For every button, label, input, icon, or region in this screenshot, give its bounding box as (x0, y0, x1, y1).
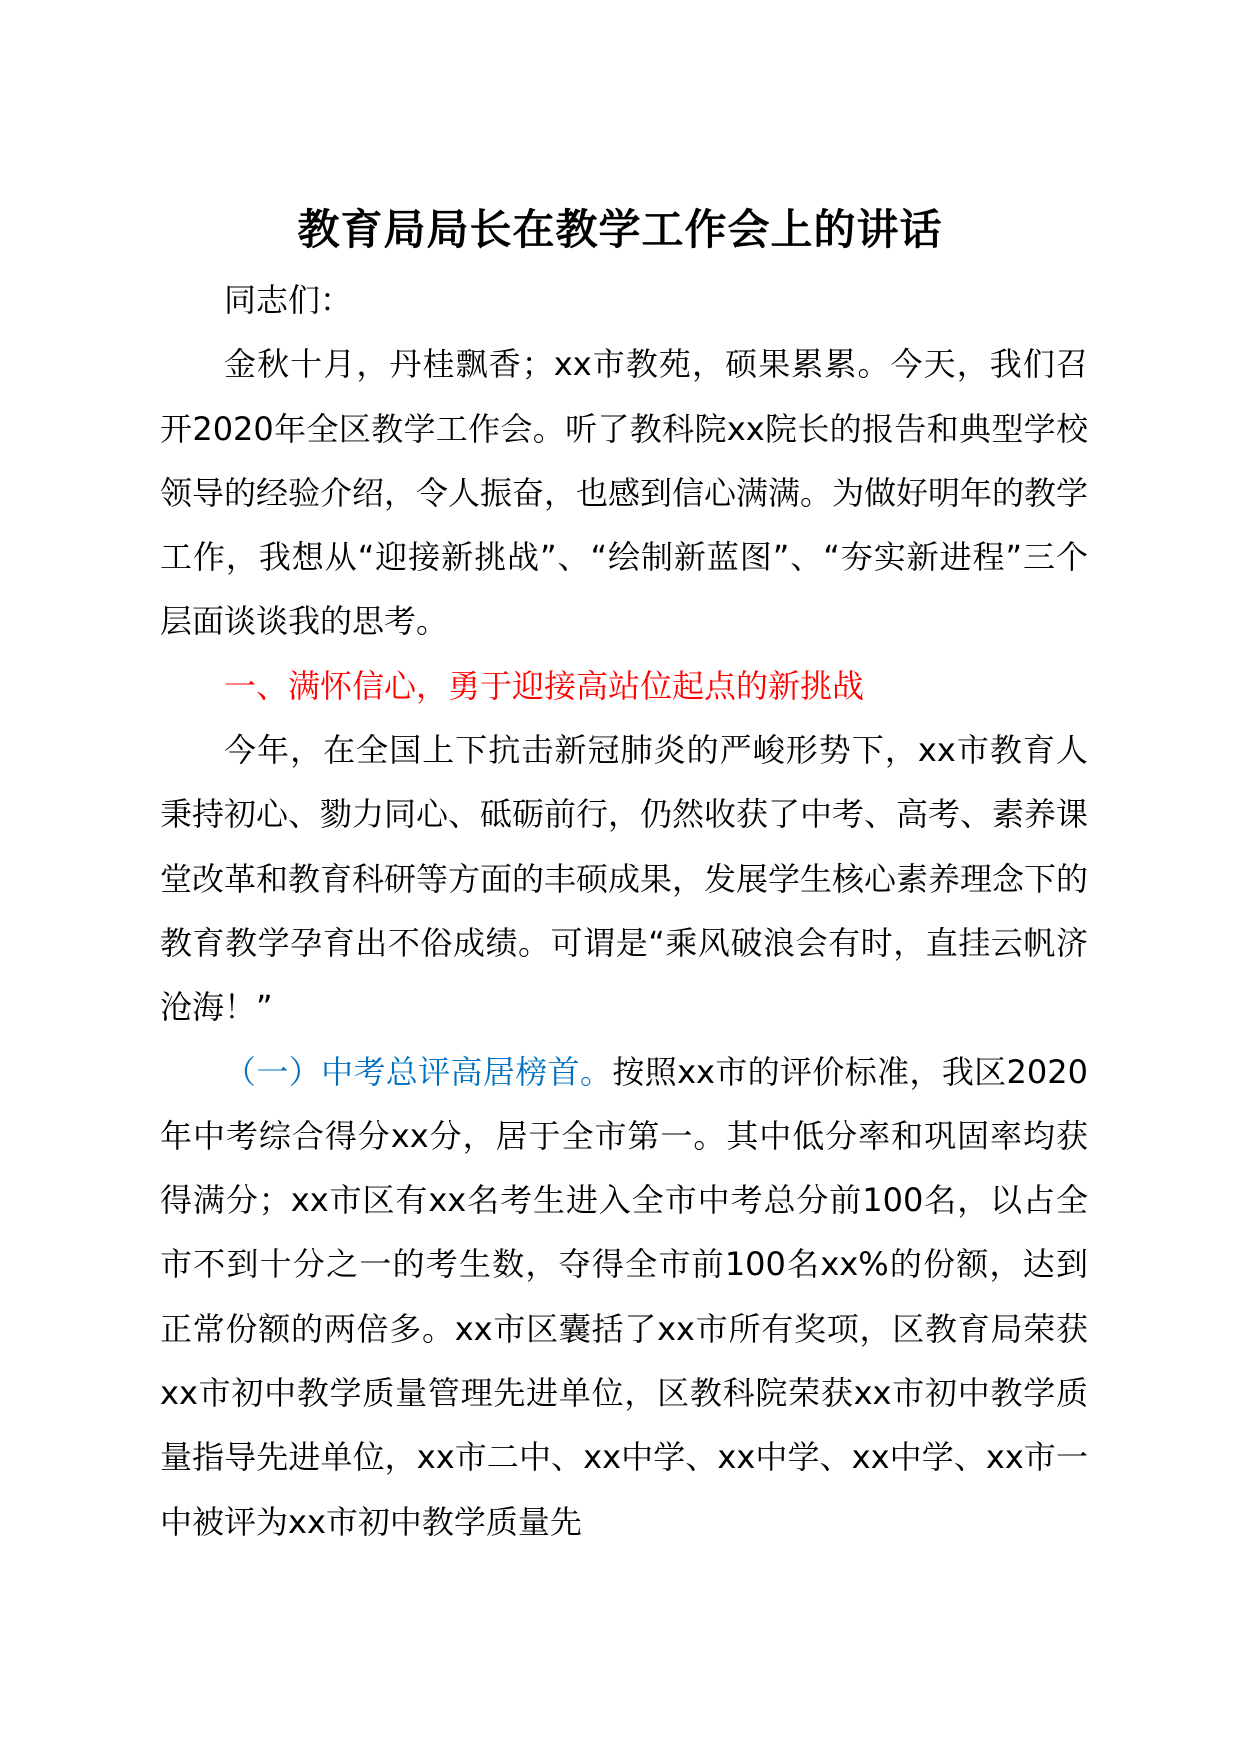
section-1-paragraph: 今年，在全国上下抗击新冠肺炎的严峻形势下，xx市教育人秉持初心、勠力同心、砥砺前行，仍然收获了中考、高考、素养课堂改革和教育科研等方面的丰硕成果，发展学生核心素养理念下的教育教学孕育出不俗成绩。可谓是“乘风破浪会有时，直挂云帆济沧海！” (160, 731, 1089, 1027)
document-body (160, 268, 1088, 1554)
subsection-1-text: 按照xx市的评价标准，我区2020年中考综合得分xx分，居于全市第一。其中低分率和巩固率均获得满分；xx市区有xx名考生进入全市中考总分前100名，以占全市不到十分之一的考生数，夺得全市前100名xx%的份额，达到正常份额的两倍多。xx市区囊括了xx市所有奖项，区教育局荣获xx市初中教学质量管理先进单位，区教科院荣获xx市初中教学质量指导先进单位，xx市二中、xx中学、xx中学、xx中学、xx市一中被评为xx市初中教学质量先 (160, 1052, 1088, 1541)
salutation: 同志们： (224, 281, 353, 319)
section-heading-1: 一、满怀信心，勇于迎接高站位起点的新挑战 (224, 666, 865, 705)
subsection-heading-1: （一）中考总评高居榜首。 (224, 1052, 613, 1091)
intro-paragraph: 金秋十月，丹桂飘香；xx市教苑，硕果累累。今天，我们召开2020年全区教学工作会。听了教科院xx院长的报告和典型学校领导的经验介绍，令人振奋，也感到信心满满。为做好明年的教学工作，我想从“迎接新挑战”、“绘制新蓝图”、“夯实新进程”三个层面谈谈我的思考。 (160, 345, 1089, 641)
document-title: 教育局局长在教学工作会上的讲话 (297, 205, 943, 254)
subsection-1-paragraph (160, 1040, 1088, 1554)
